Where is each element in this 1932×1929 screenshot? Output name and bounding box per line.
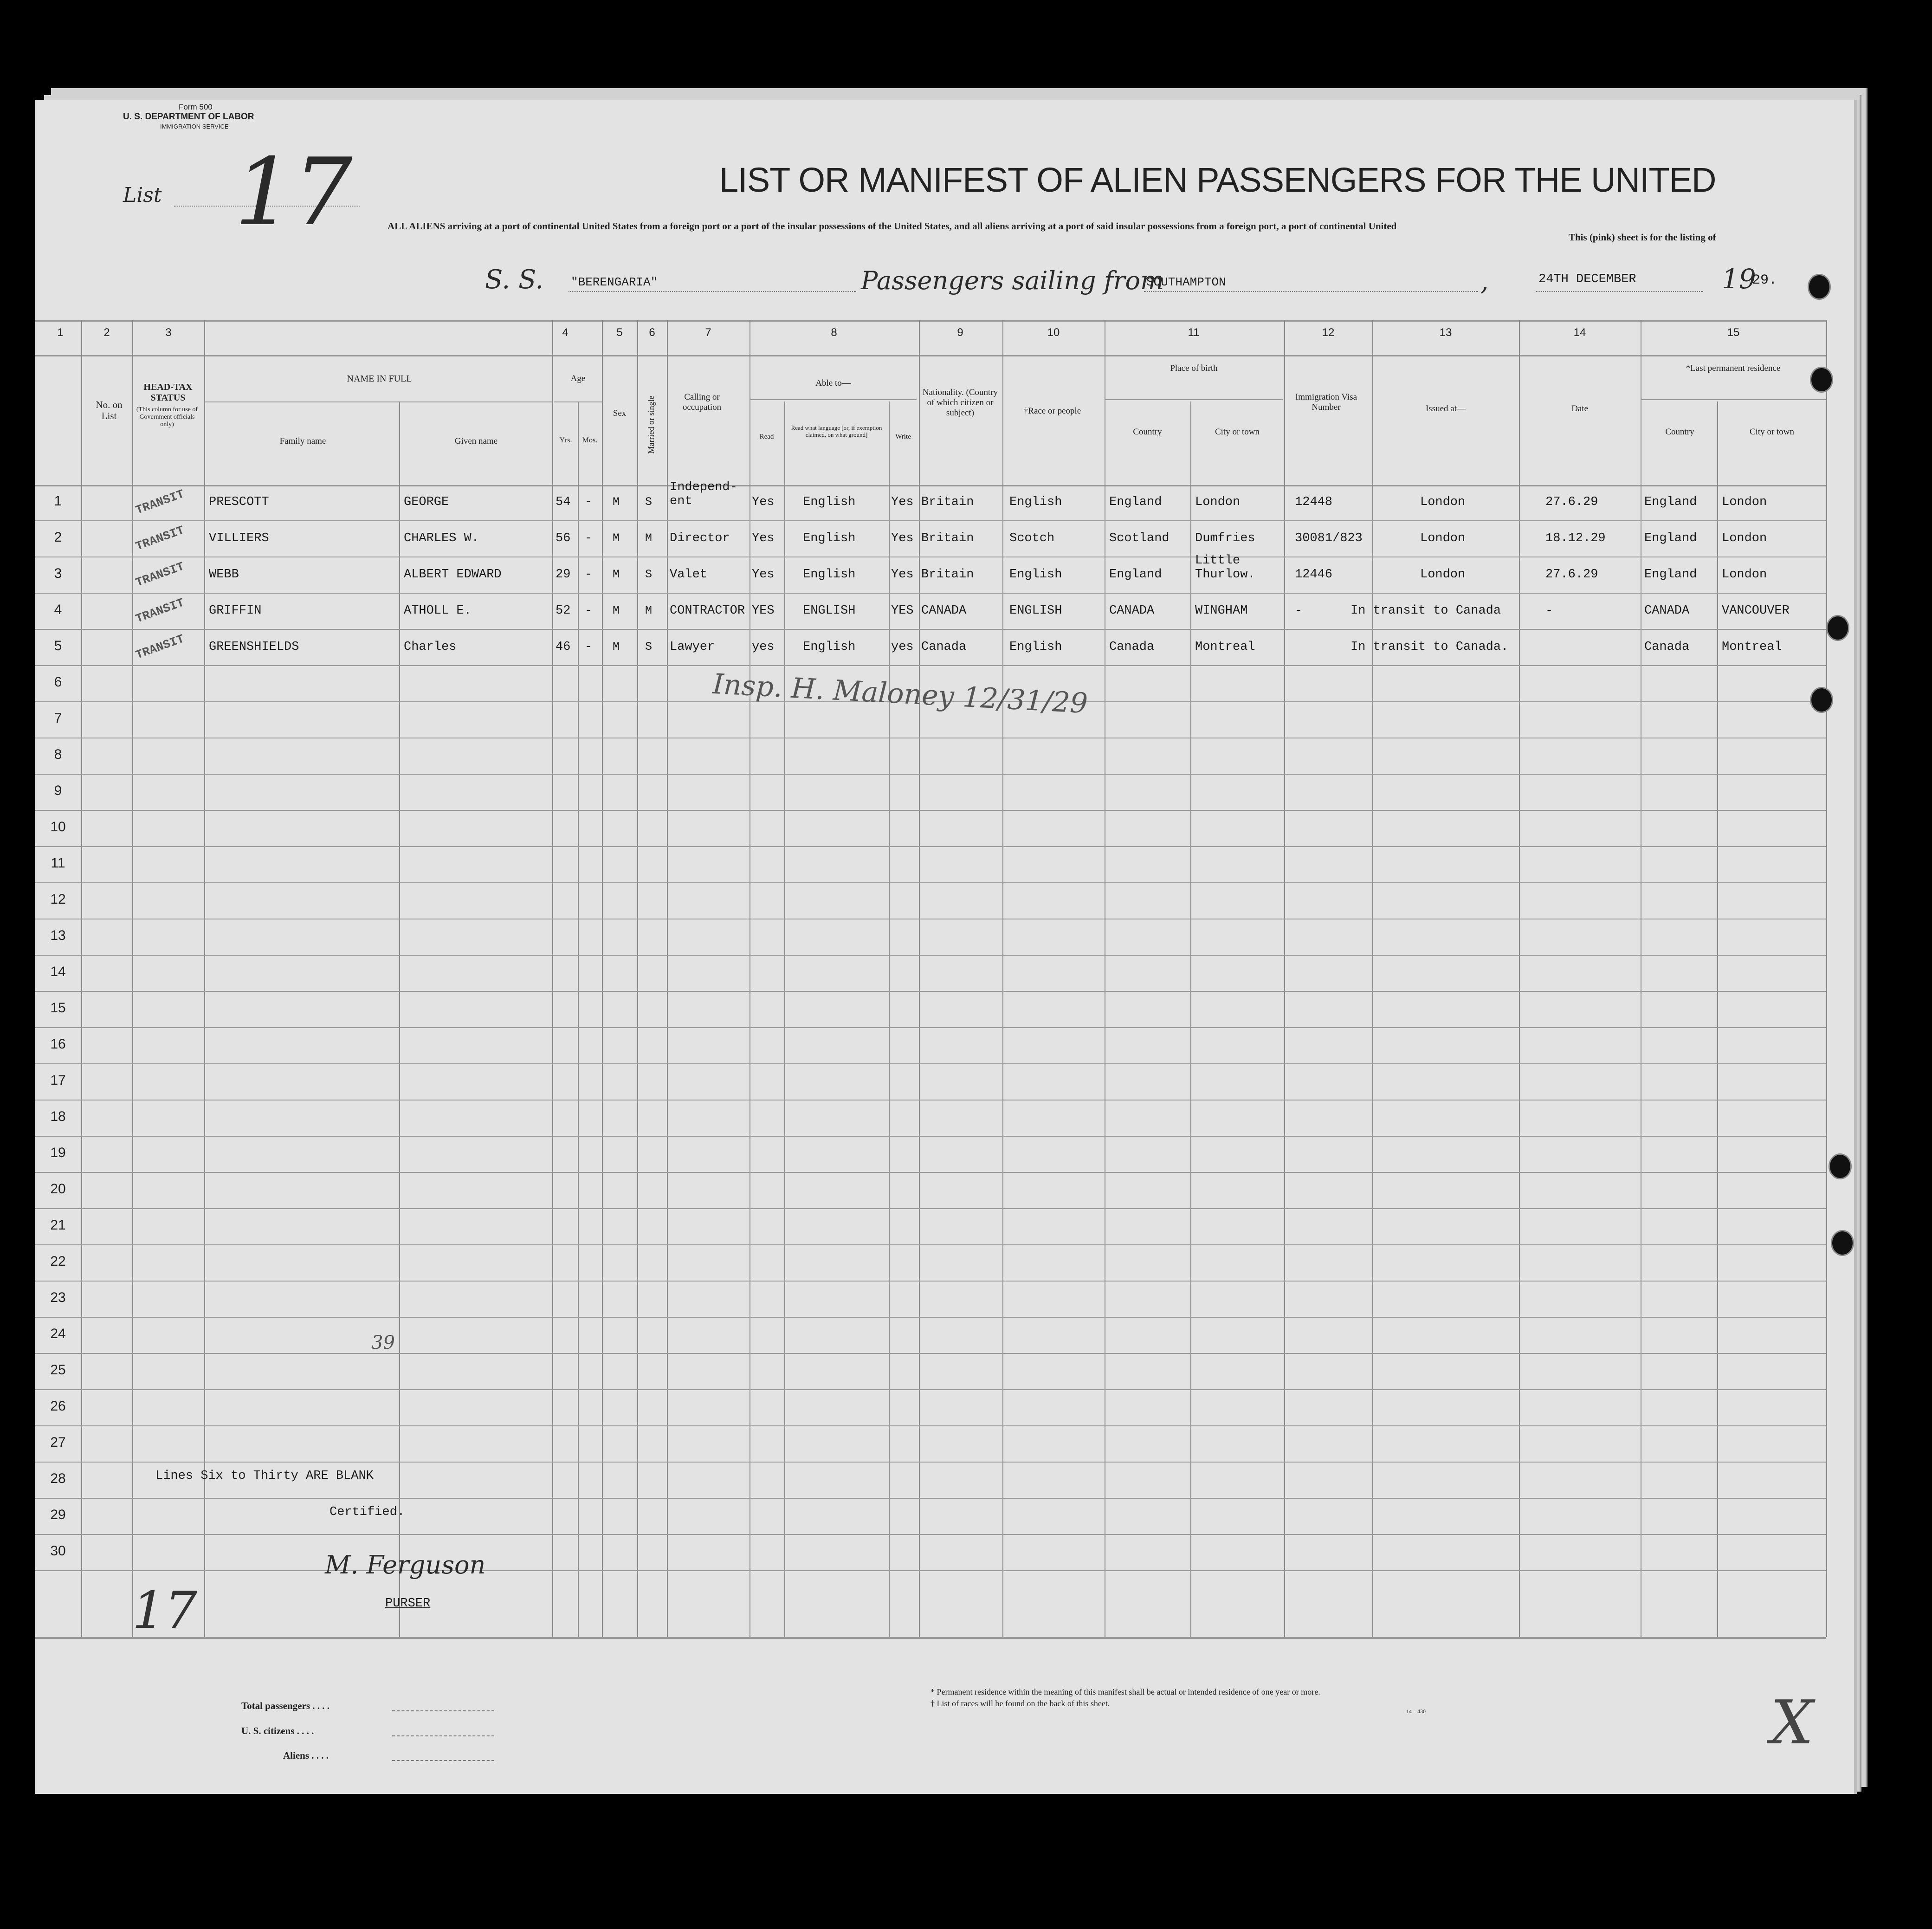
grid-line: [35, 1281, 1826, 1282]
grid-line: [1826, 320, 1827, 1637]
grid-line: [204, 401, 552, 402]
read-language: English: [803, 495, 856, 509]
certified-note: Certified.: [330, 1505, 405, 1519]
residence-city: London: [1722, 495, 1767, 509]
grid-line: [35, 355, 1826, 356]
grid-line: [35, 1063, 1826, 1064]
row-number: 13: [50, 928, 66, 943]
row-number: 12: [50, 892, 66, 907]
grid-line: [35, 1353, 1826, 1354]
column-number: 15: [1727, 326, 1740, 339]
family-name: VILLIERS: [209, 531, 269, 545]
marital-status: M: [645, 604, 653, 617]
visa-date: -: [1545, 604, 1553, 618]
grid-line: [1190, 401, 1191, 1637]
blank-lines-note: Lines Six to Thirty ARE BLANK: [155, 1469, 374, 1483]
column-number: 13: [1439, 326, 1452, 339]
form-number: Form 500: [179, 103, 213, 111]
grid-line: [35, 665, 1826, 666]
header-place-of-birth: Place of birth: [1170, 363, 1218, 373]
residence-country: England: [1644, 495, 1697, 509]
column-number: 10: [1047, 326, 1060, 339]
residence-city: London: [1722, 568, 1767, 582]
sex: M: [613, 531, 620, 545]
ship-name: "BERENGARIA": [571, 275, 658, 289]
column-number: 7: [705, 326, 711, 339]
list-number: 17: [234, 138, 353, 246]
issued-at: London: [1420, 531, 1466, 545]
visa-number: 12446: [1295, 568, 1333, 582]
manifest-table: [35, 100, 1854, 1794]
can-read: Yes: [752, 568, 775, 582]
punch-hole: [1810, 367, 1833, 393]
grid-line: [919, 320, 920, 1637]
punch-hole: [1810, 687, 1833, 713]
header-mos: Mos.: [582, 436, 598, 444]
nationality: CANADA: [921, 604, 967, 618]
grid-line: [552, 320, 553, 1637]
page-mark: 17: [132, 1580, 197, 1640]
given-name: CHARLES W.: [404, 531, 479, 545]
header-no-on-list: No. on List: [96, 399, 123, 422]
header-issued-at: Issued at—: [1425, 404, 1466, 414]
row-number: 7: [54, 711, 62, 726]
race: English: [1009, 640, 1062, 654]
header-res-city: City or town: [1749, 427, 1795, 437]
row-number: 10: [50, 819, 66, 835]
aliens-line: [392, 1760, 494, 1761]
row-number: 27: [50, 1435, 66, 1450]
can-read: yes: [752, 640, 775, 654]
header-nationality: Nationality. (Country of which citizen or subject): [922, 388, 998, 418]
given-name: ATHOLL E.: [404, 604, 472, 618]
grid-line: [35, 1136, 1826, 1137]
grid-line: [1717, 401, 1718, 1637]
read-language: English: [803, 568, 856, 582]
header-write: Write: [895, 433, 911, 440]
grid-line: [1105, 399, 1283, 400]
header-race: †Race or people: [1023, 406, 1081, 416]
age-months: -: [585, 604, 593, 618]
grid-line: [35, 629, 1826, 630]
grid-line: [35, 1534, 1826, 1535]
column-number: 1: [57, 326, 64, 339]
can-write: Yes: [891, 568, 914, 582]
grid-line: [602, 320, 603, 1637]
grid-line: [35, 485, 1826, 486]
head-tax-stamp: TRANSIT: [134, 596, 187, 626]
column-number: 5: [616, 326, 623, 339]
header-date: Date: [1571, 404, 1588, 414]
grid-line: [35, 1208, 1826, 1209]
family-name: WEBB: [209, 568, 239, 582]
department: U. S. DEPARTMENT OF LABOR: [123, 112, 254, 122]
header-yrs: Yrs.: [559, 436, 572, 444]
header-birth-country: Country: [1133, 427, 1162, 437]
ss-label: S. S.: [485, 265, 544, 295]
can-read: Yes: [752, 531, 775, 545]
row-number: 26: [50, 1398, 66, 1414]
age-years: 56: [556, 531, 571, 545]
residence-city: VANCOUVER: [1722, 604, 1790, 618]
column-number: 2: [103, 326, 110, 339]
age-years: 29: [556, 568, 571, 582]
row-number: 11: [51, 855, 65, 871]
year-prefix: 19: [1722, 263, 1756, 295]
grid-line: [35, 1637, 1826, 1639]
grid-line: [35, 1317, 1826, 1318]
grid-line: [1641, 399, 1826, 400]
given-name: ALBERT EDWARD: [404, 568, 502, 582]
grid-line: [204, 320, 205, 1637]
head-tax-stamp: TRANSIT: [134, 487, 187, 518]
row-number: 3: [54, 566, 62, 581]
grid-line: [81, 320, 82, 1637]
grid-line: [35, 1172, 1826, 1173]
grid-line: [1372, 320, 1373, 1637]
given-name: Charles: [404, 640, 457, 654]
grid-line: [35, 955, 1826, 956]
birth-city: Little Thurlow.: [1195, 554, 1255, 582]
row-number: 20: [50, 1181, 66, 1197]
issued-at: London: [1420, 568, 1466, 582]
grid-line: [35, 810, 1826, 811]
sex: M: [613, 640, 620, 654]
grid-line: [637, 320, 638, 1637]
age-months: -: [585, 640, 593, 654]
residence-country: England: [1644, 531, 1697, 545]
punch-hole: [1831, 1230, 1854, 1256]
nationality: Britain: [921, 495, 974, 509]
row-number: 9: [54, 783, 62, 798]
visa-number: 12448: [1295, 495, 1333, 509]
header-res-country: Country: [1665, 427, 1694, 437]
grid-line: [889, 401, 890, 1637]
birth-city: WINGHAM: [1195, 604, 1248, 618]
sex: M: [613, 495, 620, 509]
header-name-in-full: NAME IN FULL: [347, 374, 412, 384]
row-number: 16: [50, 1036, 66, 1052]
row-number: 8: [54, 747, 62, 762]
can-write: yes: [891, 640, 914, 654]
inspector-annotation: Insp. H. Maloney 12/31/29: [711, 667, 1089, 720]
row-number: 2: [54, 530, 62, 545]
grid-line: [35, 320, 1826, 322]
row-number: 28: [50, 1471, 66, 1486]
header-married: Married or single: [646, 395, 656, 454]
header-read: Read: [759, 433, 774, 440]
stray-number: 39: [371, 1332, 395, 1353]
issued-at: In transit to Canada.: [1350, 640, 1509, 654]
head-tax-stamp: TRANSIT: [134, 559, 187, 590]
birth-city: London: [1195, 495, 1241, 509]
birth-country: Scotland: [1109, 531, 1170, 545]
column-number: 6: [649, 326, 655, 339]
race: English: [1009, 568, 1062, 582]
us-citizens-line: [392, 1735, 494, 1736]
age-months: -: [585, 531, 593, 545]
visa-number: 30081/823: [1295, 531, 1363, 545]
purser-signature: M. Ferguson: [325, 1550, 486, 1579]
residence-city: Montreal: [1722, 640, 1782, 654]
occupation: Valet: [670, 568, 708, 582]
residence-country: CANADA: [1644, 604, 1690, 618]
occupation: Independ- ent: [670, 480, 737, 508]
column-number: 3: [165, 326, 172, 339]
grid-line: [132, 320, 133, 1637]
can-read: YES: [752, 604, 775, 618]
birth-country: England: [1109, 568, 1162, 582]
total-passengers-line: [392, 1710, 494, 1711]
grid-line: [35, 520, 1826, 521]
visa-date: 18.12.29: [1545, 531, 1606, 545]
form-code: 14—430: [1406, 1708, 1426, 1715]
row-number: 24: [50, 1326, 66, 1341]
race: ENGLISH: [1009, 604, 1062, 618]
row-number: 5: [54, 638, 62, 654]
marital-status: S: [645, 495, 653, 509]
sailing-label: Passengers sailing from: [861, 266, 1164, 295]
row-number: 19: [50, 1145, 66, 1160]
column-number: 12: [1322, 326, 1335, 339]
column-number: 8: [831, 326, 837, 339]
issued-at: In transit to Canada: [1350, 604, 1501, 618]
header-family-name: Family name: [279, 436, 326, 446]
punch-hole: [1826, 615, 1849, 641]
cross-mark: X: [1770, 1687, 1814, 1758]
grid-line: [35, 1570, 1826, 1571]
grid-line: [35, 846, 1826, 847]
birth-country: Canada: [1109, 640, 1155, 654]
year-suffix: 29.: [1752, 272, 1777, 288]
sailing-date: 24TH DECEMBER: [1538, 272, 1636, 286]
visa-number: -: [1295, 604, 1303, 618]
family-name: GRIFFIN: [209, 604, 262, 618]
row-number: 6: [54, 674, 62, 690]
subtitle-line-2: This (pink) sheet is for the listing of: [1569, 232, 1716, 243]
header-given-name: Given name: [454, 436, 498, 446]
row-number: 18: [50, 1109, 66, 1124]
age-years: 52: [556, 604, 571, 618]
grid-line: [578, 401, 579, 1637]
grid-line: [35, 774, 1826, 775]
visa-date: 27.6.29: [1545, 568, 1598, 582]
row-number: 30: [50, 1543, 66, 1559]
can-read: Yes: [752, 495, 775, 509]
grid-line: [35, 1389, 1826, 1390]
header-read-language: Read what language [or, if exemption claimed, on what ground]: [791, 424, 882, 438]
header-head-tax-note: (This column for use of Government officials only): [136, 406, 198, 428]
marital-status: S: [645, 568, 653, 581]
marital-status: M: [645, 531, 653, 545]
footnote-permanent: * Permanent residence within the meaning of this manifest shall be actual or intended residence of one year or more.: [930, 1687, 1320, 1696]
grid-line: [35, 593, 1826, 594]
read-language: ENGLISH: [803, 604, 856, 618]
sex: M: [613, 568, 620, 581]
occupation: CONTRACTOR: [670, 604, 745, 618]
can-write: Yes: [891, 531, 914, 545]
grid-line: [35, 991, 1826, 992]
purser-label: PURSER: [385, 1597, 431, 1611]
row-number: 21: [50, 1217, 66, 1233]
grid-line: [35, 882, 1826, 883]
read-language: English: [803, 640, 856, 654]
header-last-residence: *Last permanent residence: [1686, 363, 1781, 373]
list-label: List: [123, 183, 162, 207]
family-name: PRESCOTT: [209, 495, 269, 509]
grid-line: [35, 1425, 1826, 1426]
family-name: GREENSHIELDS: [209, 640, 299, 654]
manifest-sheet: [35, 100, 1857, 1794]
grid-line: [35, 1498, 1826, 1499]
nationality: Canada: [921, 640, 967, 654]
age-years: 46: [556, 640, 571, 654]
row-number: 29: [50, 1507, 66, 1522]
grid-line: [399, 401, 400, 1637]
grid-line: [35, 1244, 1826, 1245]
occupation: Director: [670, 531, 730, 545]
grid-line: [35, 1027, 1826, 1028]
service: IMMIGRATION SERVICE: [160, 123, 229, 130]
birth-country: CANADA: [1109, 604, 1155, 618]
grid-line: [1284, 320, 1285, 1637]
column-number: 9: [957, 326, 963, 339]
sex: M: [613, 604, 620, 617]
grid-line: [1519, 320, 1520, 1637]
row-number: 14: [50, 964, 66, 979]
residence-city: London: [1722, 531, 1767, 545]
punch-hole: [1808, 274, 1831, 300]
visa-date: 27.6.29: [1545, 495, 1598, 509]
comma: ,: [1480, 267, 1489, 296]
grid-line: [750, 399, 917, 400]
header-sex: Sex: [613, 408, 627, 418]
given-name: GEORGE: [404, 495, 449, 509]
header-head-tax: HEAD-TAX STATUS: [143, 382, 193, 403]
grid-line: [1002, 320, 1003, 1637]
row-number: 23: [50, 1290, 66, 1305]
age-years: 54: [556, 495, 571, 509]
occupation: Lawyer: [670, 640, 715, 654]
column-number: 14: [1573, 326, 1586, 339]
grid-line: [35, 1462, 1826, 1463]
header-visa: Immigration Visa Number: [1295, 392, 1357, 412]
punch-hole: [1829, 1153, 1852, 1179]
port-name: SOUTHAMPTON: [1146, 275, 1226, 289]
head-tax-stamp: TRANSIT: [134, 632, 187, 662]
us-citizens-label: U. S. citizens . . . .: [241, 1725, 314, 1736]
age-months: -: [585, 495, 593, 509]
nationality: Britain: [921, 568, 974, 582]
race: English: [1009, 495, 1062, 509]
row-number: 15: [50, 1000, 66, 1016]
can-write: YES: [891, 604, 914, 618]
residence-country: England: [1644, 568, 1697, 582]
header-able-to: Able to—: [815, 378, 851, 388]
marital-status: S: [645, 640, 653, 654]
row-number: 22: [50, 1254, 66, 1269]
column-number: 4: [562, 326, 569, 339]
footnote-races: † List of races will be found on the back of this sheet.: [930, 1699, 1110, 1708]
grid-line: [667, 320, 668, 1637]
header-calling: Calling or occupation: [682, 392, 722, 412]
birth-city: Montreal: [1195, 640, 1255, 654]
can-write: Yes: [891, 495, 914, 509]
header-age: Age: [570, 374, 586, 383]
column-number: 11: [1188, 326, 1200, 339]
grid-line: [784, 401, 785, 1637]
age-months: -: [585, 568, 593, 582]
page-title: LIST OR MANIFEST OF ALIEN PASSENGERS FOR THE UNITED: [719, 161, 1716, 199]
row-number: 1: [54, 493, 62, 509]
read-language: English: [803, 531, 856, 545]
birth-city: Dumfries: [1195, 531, 1255, 545]
row-number: 17: [50, 1073, 66, 1088]
aliens-label: Aliens . . . .: [283, 1750, 329, 1761]
subtitle-line-1: ALL ALIENS arriving at a port of continental United States from a foreign port or a port of the insular possessions of the United States, and all aliens arriving at a port of said insular possessions from a foreign port, a port of continental United: [388, 220, 1397, 232]
residence-country: Canada: [1644, 640, 1690, 654]
head-tax-stamp: TRANSIT: [134, 523, 187, 554]
issued-at: London: [1420, 495, 1466, 509]
row-number: 4: [54, 602, 62, 617]
row-number: 25: [50, 1362, 66, 1378]
birth-country: England: [1109, 495, 1162, 509]
nationality: Britain: [921, 531, 974, 545]
header-birth-city: City or town: [1215, 427, 1260, 437]
total-passengers-label: Total passengers . . . .: [241, 1700, 330, 1711]
race: Scotch: [1009, 531, 1055, 545]
